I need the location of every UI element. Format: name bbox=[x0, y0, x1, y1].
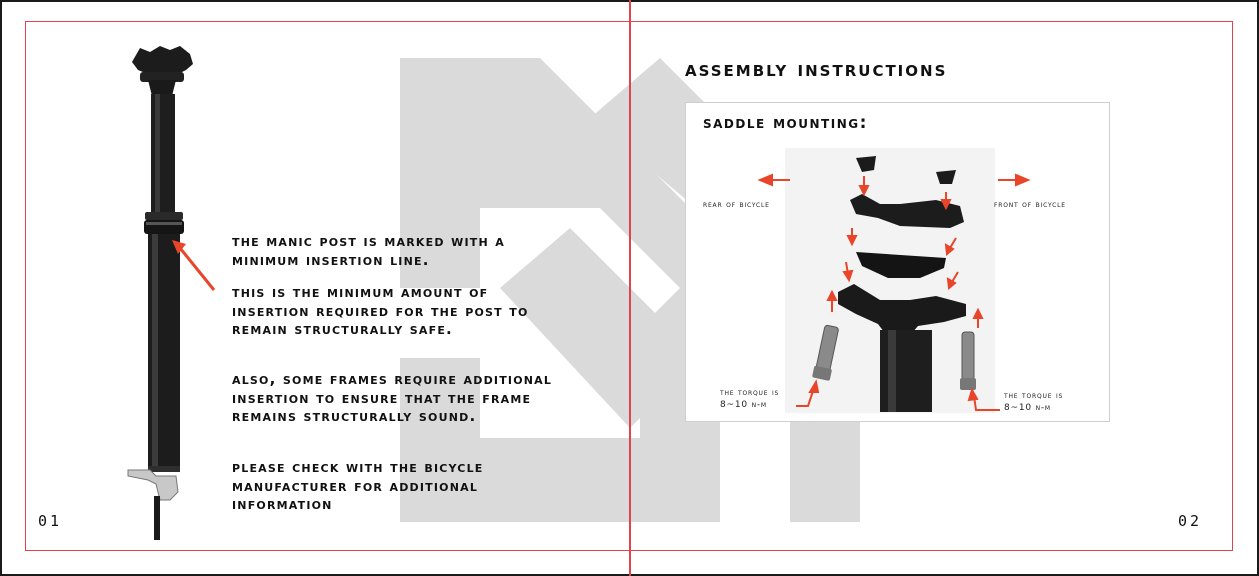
torque-left-value: 8~10 n-m bbox=[720, 400, 767, 410]
torque-right-line1: the torque is bbox=[1004, 391, 1064, 401]
torque-label-right bbox=[1004, 390, 1063, 414]
minimum-insertion-paragraph: this is the minimum amount of insertion required for the post to remain structurally safe. bbox=[232, 283, 529, 338]
front-of-bicycle-label: front of bicycle bbox=[994, 200, 1066, 210]
page-number-right: 02 bbox=[1178, 512, 1203, 530]
rear-of-bicycle-label: rear of bicycle bbox=[703, 200, 770, 210]
section-title: saddle mounting: bbox=[703, 113, 868, 133]
torque-label-left bbox=[720, 387, 779, 411]
page-number-left: 01 bbox=[38, 512, 63, 530]
manufacturer-check-paragraph: please check with the bicycle manufacturer for additional information bbox=[232, 458, 484, 513]
torque-right-value: 8~10 n-m bbox=[1004, 403, 1051, 413]
additional-insertion-paragraph: also, some frames require additional insertion to ensure that the frame remains structurally sound. bbox=[232, 370, 553, 425]
torque-left-line1: the torque is bbox=[720, 388, 780, 398]
page-title: assembly instructions bbox=[685, 57, 948, 81]
insertion-line-paragraph: the manic post is marked with a minimum insertion line. bbox=[232, 232, 505, 269]
